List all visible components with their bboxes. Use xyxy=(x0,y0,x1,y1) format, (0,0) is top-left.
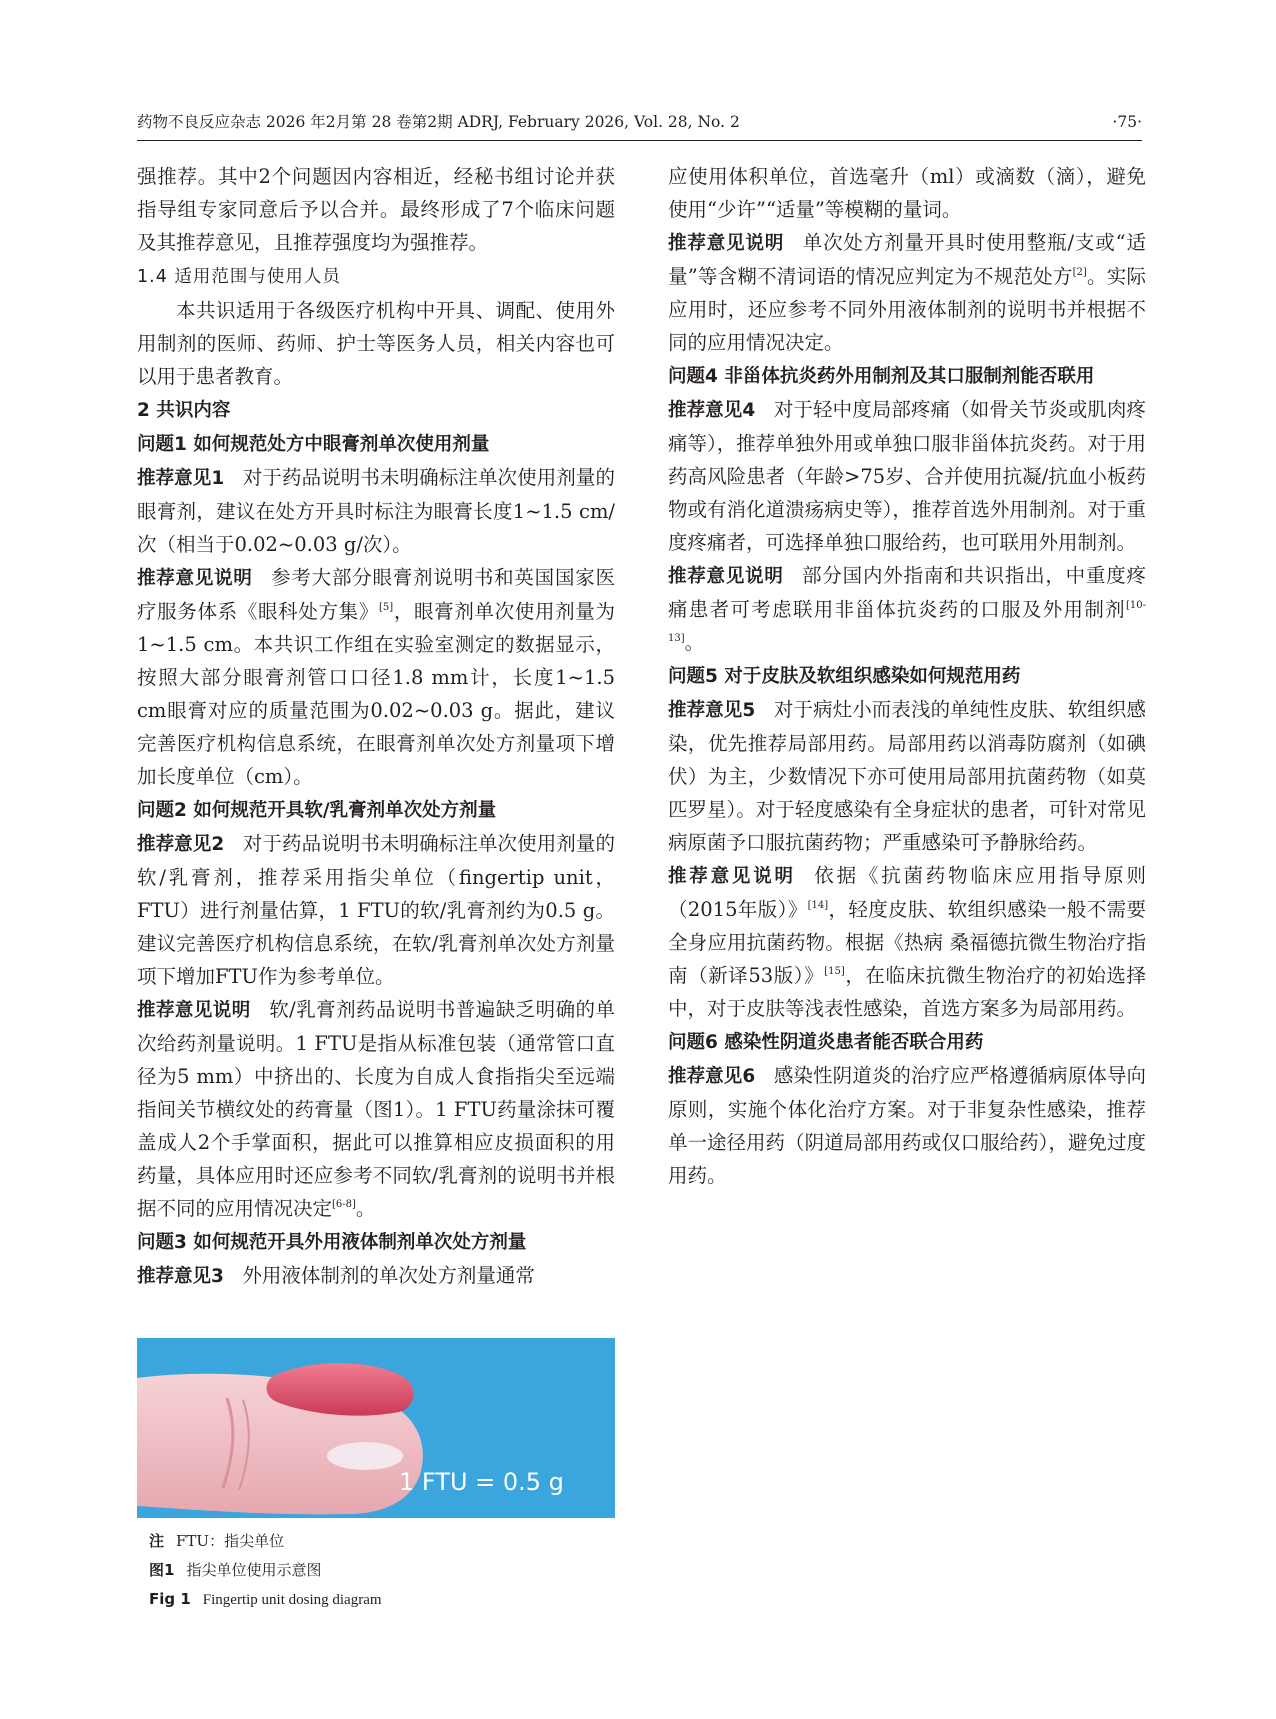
recommendation-text: 单次处方剂量开具时使用整瓶/支或“适量”等含糊不清词语的情况应判定为不规范处方 xyxy=(668,231,1146,288)
recommendation-label: 推荐意见1 xyxy=(137,468,225,489)
right-column xyxy=(668,160,1146,1192)
recommendation-text: ，眼膏剂单次使用剂量为1~1.5 cm。本共识工作组在实验室测定的数据显示，按照大部分眼膏剂管口口径1.8 mm计，长度1~1.5 cm眼膏对应的质量范围为0.02~0.03 g。据此，建议完善医疗机构信息系统，在眼膏剂单次处方剂量项下增加长度单位（cm）。 xyxy=(137,600,615,788)
recommendation-text: 。 xyxy=(684,631,705,654)
recommendation-label: 推荐意见6 xyxy=(668,1066,756,1087)
recommendation-paragraph xyxy=(137,461,615,561)
question-heading-text: 问题2 如何规范开具软/乳膏剂单次处方剂量 xyxy=(137,800,497,821)
recommendation-text: 。 xyxy=(355,1197,376,1220)
figure-caption-en xyxy=(149,1585,619,1615)
recommendation-paragraph xyxy=(668,1059,1146,1192)
recommendation-paragraph xyxy=(668,226,1146,359)
journal-header: 药物不良反应杂志 2026 年2月第 28 卷第2期 ADRJ, February 2026, Vol. 28, No. 2 xyxy=(137,113,740,131)
question-heading-text: 问题3 如何规范开具外用液体制剂单次处方剂量 xyxy=(137,1232,527,1253)
recommendation-paragraph xyxy=(137,561,615,793)
recommendation-label: 推荐意见3 xyxy=(137,1266,224,1287)
recommendation-text: 部分国内外指南和共识指出，中重度疼痛患者可考虑联用非甾体抗炎药的口服及外用制剂 xyxy=(668,564,1146,621)
figure-fingertip-unit xyxy=(137,1338,615,1518)
fingertip-illustration xyxy=(137,1338,615,1518)
recommendation-paragraph xyxy=(137,993,615,1225)
citation-ref: [15] xyxy=(824,966,845,977)
recommendation-label: 推荐意见2 xyxy=(137,834,225,855)
running-header xyxy=(137,108,1142,136)
recommendation-label: 推荐意见说明 xyxy=(137,1000,251,1021)
recommendation-text: 参考大部分眼膏剂说明书和英国国家医疗服务体系《眼科处方集》 xyxy=(137,566,615,623)
ftu-label: 1 FTU = 0.5 g xyxy=(399,1468,564,1496)
question-heading xyxy=(137,427,615,461)
citation-ref: [6-8] xyxy=(332,1199,356,1210)
fingernail xyxy=(327,1442,403,1470)
question-heading-text: 问题6 感染性阴道炎患者能否联合用药 xyxy=(668,1032,984,1053)
section-heading-text: 2 共识内容 xyxy=(137,400,231,421)
figure-note xyxy=(149,1527,619,1556)
subsection-heading xyxy=(137,259,615,294)
recommendation-text: 。实际应用时，还应参考不同外用液体制剂的说明书并根据不同的应用情况决定。 xyxy=(668,265,1146,354)
left-column xyxy=(137,160,615,1293)
recommendation-label: 推荐意见说明 xyxy=(668,866,796,887)
header-rule xyxy=(137,140,1142,141)
figure-caption-cn xyxy=(149,1556,619,1585)
question-heading xyxy=(668,1025,1146,1059)
paragraph xyxy=(137,294,615,393)
question-heading-text: 问题5 对于皮肤及软组织感染如何规范用药 xyxy=(668,666,1021,687)
recommendation-paragraph xyxy=(137,827,615,993)
question-heading-text: 问题4 非甾体抗炎药外用制剂及其口服制剂能否联用 xyxy=(668,366,1095,387)
recommendation-paragraph xyxy=(137,1259,615,1293)
paragraph-text: 本共识适用于各级医疗机构中开具、调配、使用外用制剂的医师、药师、护士等医务人员，相关内容也可以用于患者教育。 xyxy=(137,299,615,388)
caption-cn-text: 指尖单位使用示意图 xyxy=(186,1561,322,1579)
recommendation-text: 对于病灶小而表浅的单纯性皮肤、软组织感染，优先推荐局部用药。局部用药以消毒防腐剂（如碘伏）为主，少数情况下亦可使用局部用抗菌药物（如莫匹罗星）。对于轻度感染有全身症状的患者，可针对常见病原菌予口服抗菌药物；严重感染可予静脉给药。 xyxy=(668,698,1146,854)
section-heading xyxy=(137,393,615,427)
recommendation-text: 感染性阴道炎的治疗应严格遵循病原体导向原则，实施个体化治疗方案。对于非复杂性感染，推荐单一途径用药（阴道局部用药或仅口服给药），避免过度用药。 xyxy=(668,1064,1146,1187)
question-heading xyxy=(137,1225,615,1259)
paragraph-text: 强推荐。其中2个问题因内容相近，经秘书组讨论并获指导组专家同意后予以合并。最终形成了7个临床问题及其推荐意见，且推荐强度均为强推荐。 xyxy=(137,165,615,254)
caption-cn-label: 图1 xyxy=(149,1561,175,1579)
recommendation-text: 对于药品说明书未明确标注单次使用剂量的软/乳膏剂，推荐采用指尖单位（fingertip unit，FTU）进行剂量估算，1 FTU的软/乳膏剂约为0.5 g。建议完善医疗机构信息系统，在软/乳膏剂单次处方剂量项下增加FTU作为参考单位。 xyxy=(137,832,615,988)
note-text: FTU：指尖单位 xyxy=(176,1532,285,1550)
citation-ref: [14] xyxy=(807,900,829,911)
paragraph-text: 应使用体积单位，首选毫升（ml）或滴数（滴），避免使用“少许”“适量”等模糊的量词。 xyxy=(668,165,1146,221)
recommendation-label: 推荐意见说明 xyxy=(137,568,253,589)
page-number: ·75· xyxy=(1112,113,1142,131)
citation-ref: [10-13] xyxy=(668,600,1146,644)
recommendation-text: 对于药品说明书未明确标注单次使用剂量的眼膏剂，建议在处方开具时标注为眼膏长度1~1.5 cm/次（相当于0.02~0.03 g/次）。 xyxy=(137,466,615,556)
question-heading xyxy=(668,659,1146,693)
citation-ref: [5] xyxy=(378,602,394,613)
recommendation-label: 推荐意见4 xyxy=(668,400,756,421)
question-heading-text: 问题1 如何规范处方中眼膏剂单次使用剂量 xyxy=(137,434,490,455)
recommendation-text: 外用液体制剂的单次处方剂量通常 xyxy=(242,1264,535,1287)
recommendation-text: ，轻度皮肤、软组织感染一般不需要全身应用抗菌药物。根据《热病 桑福德抗微生物治疗指南（新译53版）》 xyxy=(668,898,1146,987)
recommendation-label: 推荐意见说明 xyxy=(668,233,785,254)
recommendation-text: ，在临床抗微生物治疗的初始选择中，对于皮肤等浅表性感染，首选方案多为局部用药。 xyxy=(668,964,1146,1020)
question-heading xyxy=(668,359,1146,393)
recommendation-text: 软/乳膏剂药品说明书普遍缺乏明确的单次给药剂量说明。1 FTU是指从标准包装（通常管口直径为5 mm）中挤出的、长度为自成人食指指尖至远端指间关节横纹处的药膏量（图1）。1 FTU药量涂抹可覆盖成人2个手掌面积，据此可以推算相应皮损面积的用药量，具体应用时还应参考不同软/乳膏剂的说明书并根据不同的应用情况决定 xyxy=(137,998,615,1220)
recommendation-label: 推荐意见5 xyxy=(668,700,756,721)
recommendation-text: 依据《抗菌药物临床应用指导原则（2015年版）》 xyxy=(668,864,1146,921)
caption-en-text: Fingertip unit dosing diagram xyxy=(202,1592,382,1608)
recommendation-text: 对于轻中度局部疼痛（如骨关节炎或肌肉疼痛等），推荐单独外用或单独口服非甾体抗炎药。对于用药高风险患者（年龄>75岁、合并使用抗凝/抗血小板药物或有消化道溃疡病史等），推荐首选外用制剂。对于重度疼痛者，可选择单独口服给药，也可联用外用制剂。 xyxy=(668,398,1146,554)
recommendation-paragraph xyxy=(668,859,1146,1025)
recommendation-label: 推荐意见说明 xyxy=(668,566,784,587)
recommendation-paragraph xyxy=(668,693,1146,859)
citation-ref: [2] xyxy=(1072,267,1087,278)
note-label: 注 xyxy=(149,1532,165,1550)
paragraph xyxy=(137,160,615,259)
paragraph xyxy=(668,160,1146,226)
recommendation-paragraph xyxy=(668,559,1146,659)
recommendation-paragraph xyxy=(668,393,1146,559)
caption-en-label: Fig 1 xyxy=(149,1590,191,1608)
subsection-heading-text: 1.4 适用范围与使用人员 xyxy=(137,267,341,287)
question-heading xyxy=(137,793,615,827)
figure-notes xyxy=(149,1527,619,1615)
